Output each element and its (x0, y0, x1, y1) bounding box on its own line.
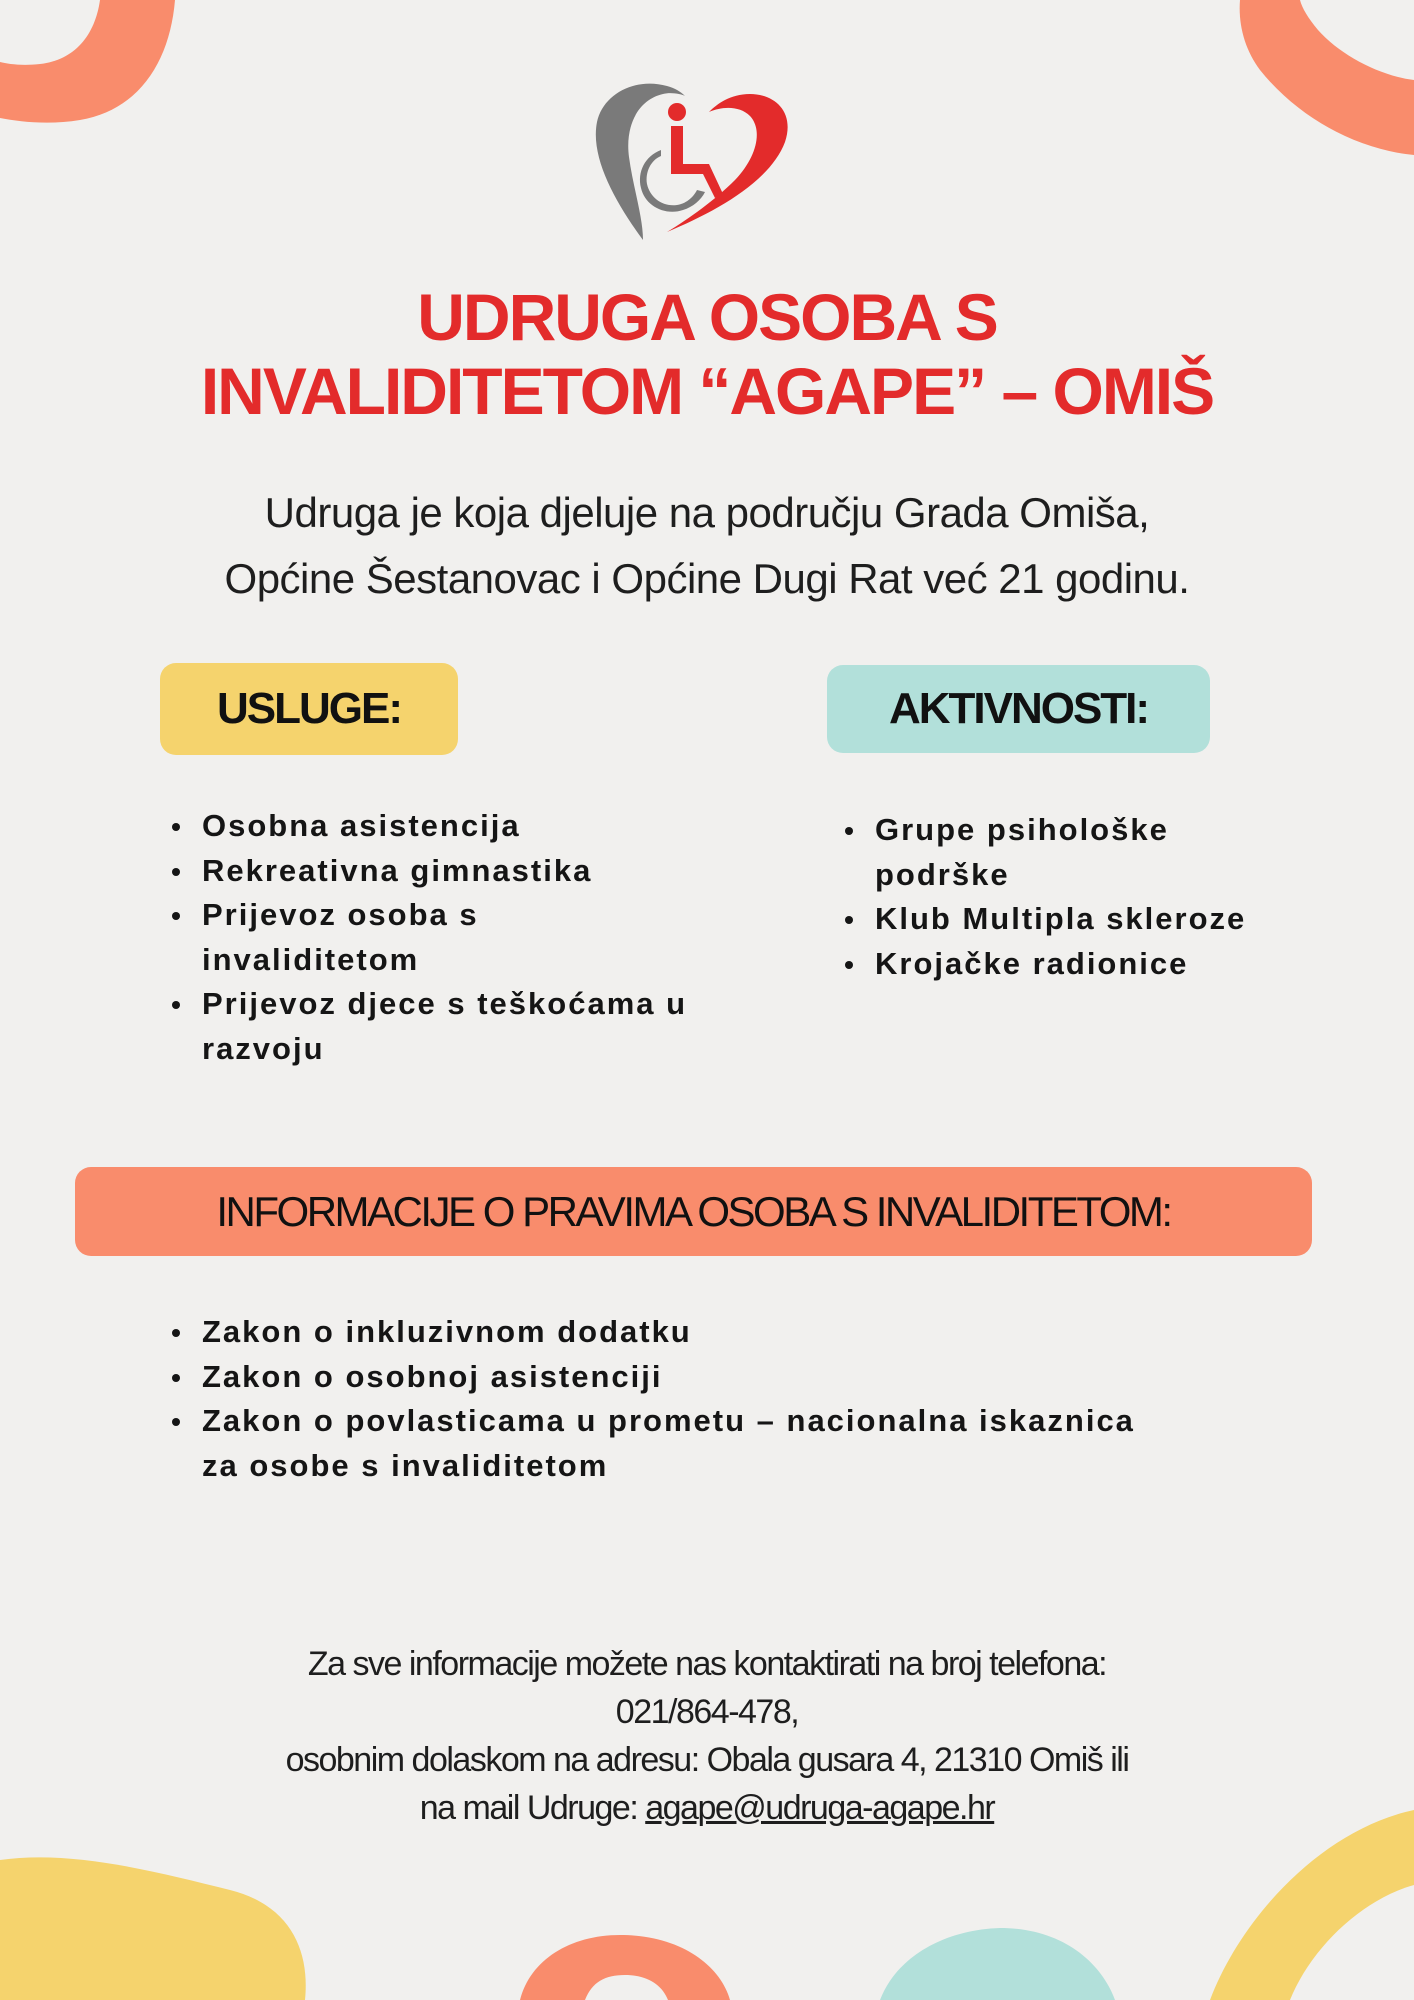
bottom-right-blob (1210, 1810, 1414, 2000)
usluge-heading: USLUGE: (160, 663, 458, 755)
list-item: Prijevoz osoba s invaliditetom (168, 893, 532, 982)
email-link[interactable]: agape@udruga-agape.hr (645, 1789, 995, 1827)
page-title (0, 280, 1414, 428)
list-item: Osobna asistencija (168, 804, 758, 849)
bottom-center-blob (520, 1935, 730, 2000)
list-item: Rekreativna gimnastika (168, 849, 758, 894)
informacije-list (168, 1310, 1218, 1488)
list-item: Klub Multipla skleroze (841, 897, 1351, 942)
bottom-center-blob-hole (585, 1975, 668, 2000)
informacije-heading: INFORMACIJE O PRAVIMA OSOBA S INVALIDITETOM: (75, 1167, 1312, 1256)
contact-info (100, 1640, 1314, 1832)
aktivnosti-list (841, 808, 1351, 986)
contact-line: osobnim dolaskom na adresu: Obala gusara 4, 21310 Omiš ili (285, 1741, 1129, 1779)
intro-line: Općine Šestanovac i Općine Dugi Rat već 21 godinu. (224, 555, 1190, 602)
intro-text (60, 480, 1354, 612)
top-right-blob-hole (1300, 0, 1414, 80)
wheelchair-heart-logo (585, 72, 805, 247)
bottom-mint-blob (880, 1928, 1115, 2000)
title-line: INVALIDITETOM “AGAPE” – OMIŠ (200, 354, 1214, 428)
intro-line: Udruga je koja djeluje na području Grada Omiša, (264, 489, 1150, 536)
aktivnosti-heading: AKTIVNOSTI: (827, 665, 1210, 753)
contact-phone: 021/864-478, (615, 1693, 799, 1731)
list-item: Zakon o osobnoj asistenciji (168, 1355, 1218, 1400)
usluge-list (168, 804, 758, 1071)
list-item: Zakon o povlasticama u prometu – nacionalna iskaznica za osobe s invaliditetom (168, 1399, 1142, 1488)
contact-email-prefix: na mail Udruge: (419, 1789, 646, 1827)
title-line: UDRUGA OSOBA S (417, 280, 997, 354)
list-item: Grupe psihološke podrške (841, 808, 1215, 897)
contact-email-line (100, 1784, 1314, 1832)
contact-line: Za sve informacije možete nas kontaktirati na broj telefona: (307, 1645, 1107, 1683)
bottom-left-blob (0, 1857, 306, 2000)
list-item: Zakon o inkluzivnom dodatku (168, 1310, 1218, 1355)
list-item: Krojačke radionice (841, 942, 1351, 987)
top-left-blob-hole (0, 0, 100, 65)
bottom-right-blob-hole (1290, 1885, 1414, 2000)
list-item: Prijevoz djece s teškoćama u razvoju (168, 982, 732, 1071)
top-right-blob (1240, 0, 1414, 155)
top-left-blob (0, 0, 175, 123)
